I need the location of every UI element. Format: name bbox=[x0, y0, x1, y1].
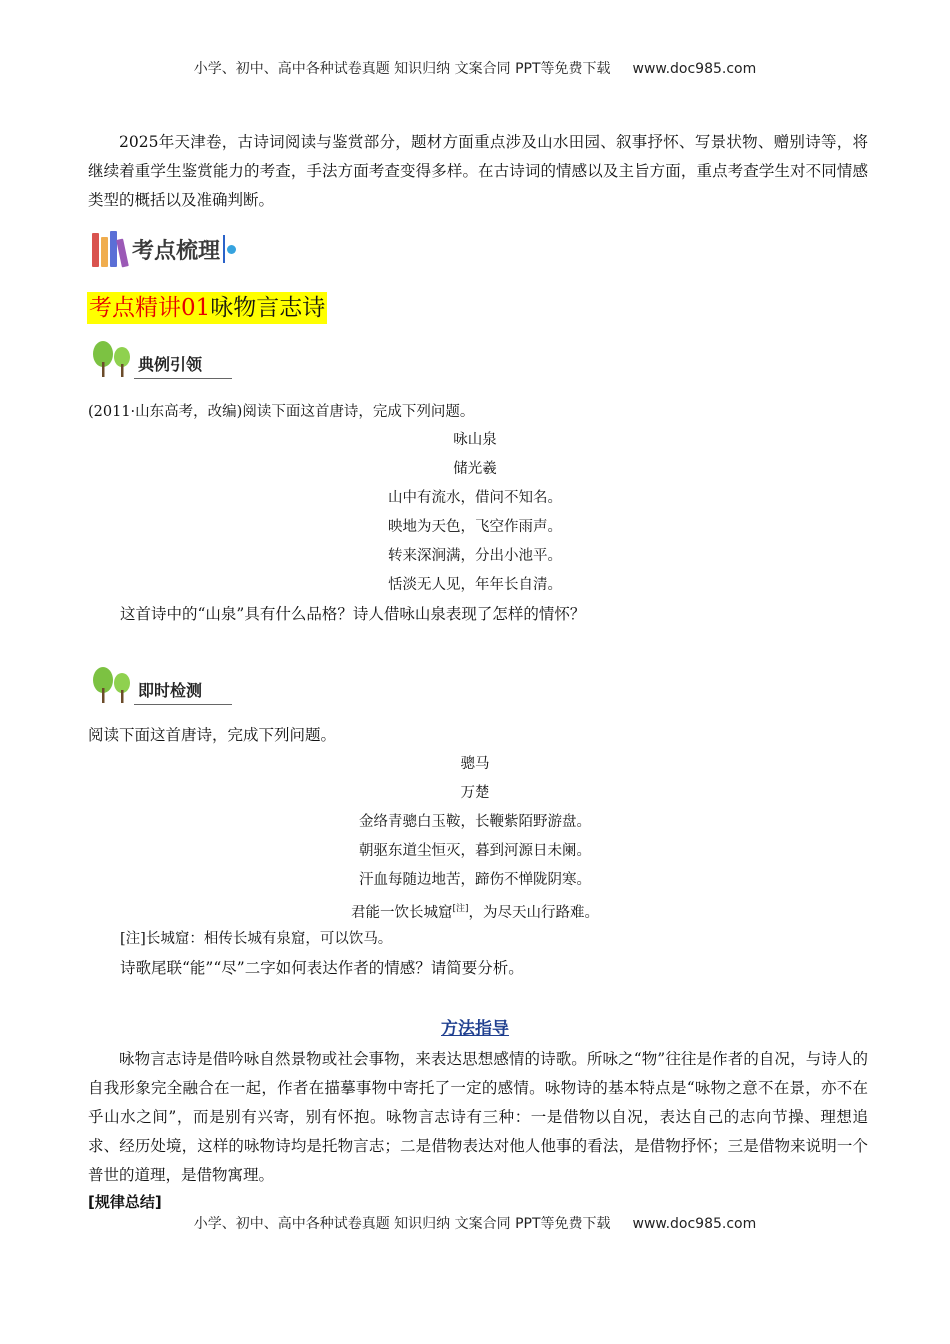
tree-icon bbox=[90, 340, 134, 378]
example-heading-label: 典例引领 bbox=[138, 355, 203, 374]
method-heading: 方法指导 bbox=[441, 1019, 509, 1039]
poem-line-last bbox=[0, 898, 950, 924]
method-paragraph: 咏物言志诗是借吟咏自然景物或社会事物，来表达思想感情的诗歌。所咏之“物”往往是作者的自况，与诗人的自我形象完全融合在一起，作者在描摹事物中寄托了一定的感情。咏物诗的基本特点是“咏物之意不在景，亦不在乎山水之间”，而是别有兴寄，别有怀抱。咏物言志诗有三种：一是借物以自况，表达自己的志向节操、理想追求、经历处境，这样的咏物诗均是托物言志；二是借物表达对他人他事的看法，是借物抒怀；三是借物来说明一个普世的道理，是借物寓理。 bbox=[88, 1050, 868, 1184]
heading-rule bbox=[134, 704, 232, 706]
header-url[interactable]: www.doc985.com bbox=[632, 61, 757, 77]
check-heading-label: 即时检测 bbox=[138, 681, 203, 700]
key-point-topic: 咏物言志诗 bbox=[210, 295, 326, 321]
poem-line: 汗血每随边地苦，蹄伤不惮陇阴寒。 bbox=[359, 872, 591, 888]
poem-title: 咏山泉 bbox=[453, 432, 497, 448]
rule-summary-label: [规律总结] bbox=[88, 1193, 162, 1211]
poem-line: 转来深涧满，分出小池平。 bbox=[388, 548, 562, 564]
poem-note: [注]长城窟：相传长城有泉窟，可以饮马。 bbox=[120, 931, 393, 947]
key-point-title bbox=[87, 292, 327, 324]
check-question: 诗歌尾联“能”“尽”二字如何表达作者的情感？请简要分析。 bbox=[120, 959, 524, 977]
example-question: 这首诗中的“山泉”具有什么品格？诗人借咏山泉表现了怎样的情怀？ bbox=[120, 605, 586, 623]
example-heading bbox=[90, 342, 235, 382]
section-banner-title: 考点梳理 bbox=[132, 238, 221, 264]
banner-dot-icon bbox=[227, 245, 236, 254]
check-instruction: 阅读下面这首唐诗，完成下列问题。 bbox=[88, 726, 337, 744]
footer-url[interactable]: www.doc985.com bbox=[632, 1216, 757, 1232]
poem-line: 金络青骢白玉鞍，长鞭紫陌野游盘。 bbox=[359, 814, 591, 830]
banner-bar bbox=[223, 235, 225, 263]
poem-line: 山中有流水，借问不知名。 bbox=[388, 490, 562, 506]
books-icon bbox=[92, 231, 128, 267]
footer-text: 小学、初中、高中各种试卷真题 知识归纳 文案合同 PPT等免费下载 bbox=[193, 1216, 611, 1232]
section-banner bbox=[92, 228, 236, 270]
header-text: 小学、初中、高中各种试卷真题 知识归纳 文案合同 PPT等免费下载 bbox=[193, 61, 611, 77]
key-point-prefix: 考点精讲01 bbox=[89, 295, 211, 321]
page-header bbox=[0, 58, 950, 78]
note-marker: [注] bbox=[452, 904, 469, 914]
poem-author: 储光羲 bbox=[453, 461, 497, 477]
check-heading bbox=[90, 668, 235, 708]
poem-author: 万楚 bbox=[460, 785, 490, 801]
poem-line: 恬淡无人见，年年长自清。 bbox=[388, 577, 562, 593]
poem-line: 映地为天色，飞空作雨声。 bbox=[388, 519, 562, 535]
example-source: (2011·山东高考，改编)阅读下面这首唐诗，完成下列问题。 bbox=[88, 404, 475, 420]
poem-line-last-a: 君能一饮长城窟 bbox=[350, 904, 453, 921]
poem-line-last-b: ，为尽天山行路难。 bbox=[468, 904, 600, 921]
page-footer bbox=[0, 1213, 950, 1233]
tree-icon bbox=[90, 666, 134, 704]
poem-title: 骢马 bbox=[460, 756, 490, 772]
intro-paragraph: 2025年天津卷，古诗词阅读与鉴赏部分，题材方面重点涉及山水田园、叙事抒怀、写景状物、赠别诗等，将继续着重学生鉴赏能力的考查，手法方面考查变得多样。在古诗词的情感以及主旨方面，重点考查学生对不同情感类型的概括以及准确判断。 bbox=[88, 133, 868, 209]
heading-rule bbox=[134, 378, 232, 380]
poem-line: 朝驱东道尘恒灭，暮到河源日未阑。 bbox=[359, 843, 591, 859]
